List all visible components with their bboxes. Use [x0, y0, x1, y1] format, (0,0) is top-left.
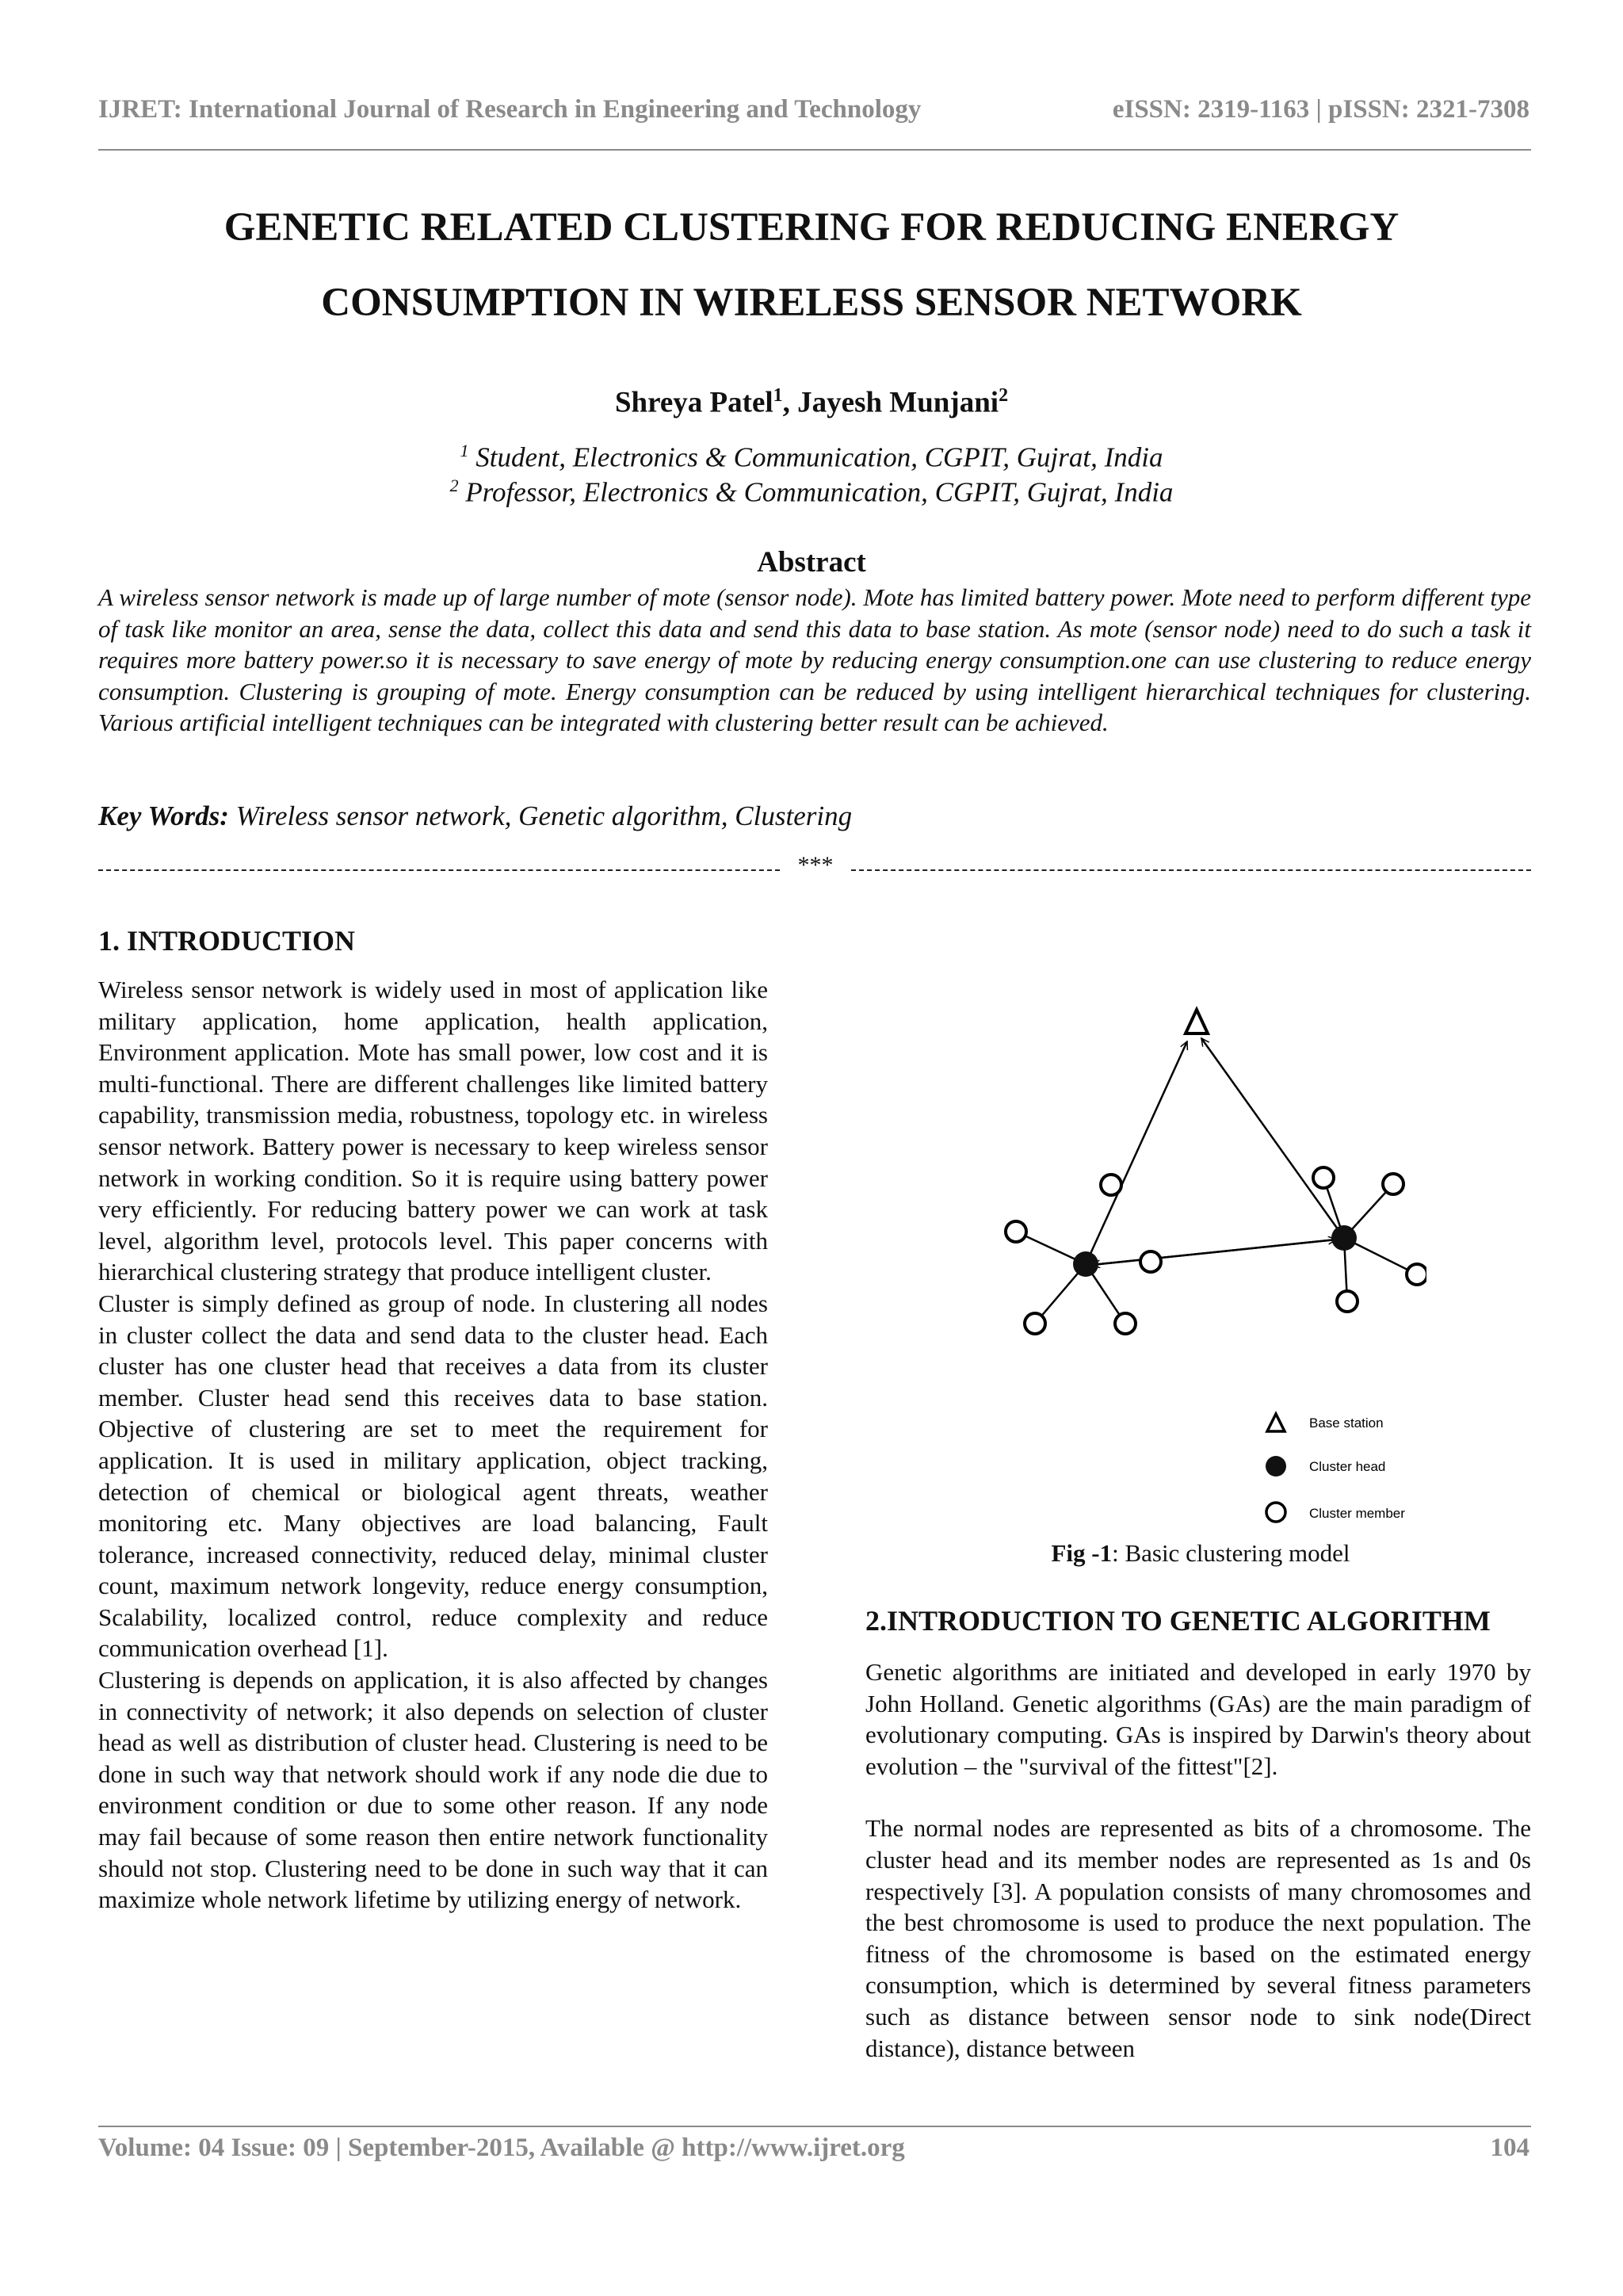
- affiliation-2: $^2$ Professor, Electronics & Communication, CGPIT, Gujrat, India: [449, 476, 1174, 508]
- base-station-icon: [1186, 1010, 1208, 1033]
- paper-title-line-1: GENETIC RELATED CLUSTERING FOR REDUCING ENERGY: [223, 205, 1400, 250]
- keywords-text: Wireless sensor network, Genetic algorithm, Clustering: [228, 800, 853, 831]
- section-2-heading: 2.INTRODUCTION TO GENETIC ALGORITHM: [865, 1605, 1491, 1637]
- cluster-member-icon: [1115, 1313, 1136, 1334]
- separator-dash-right: [851, 869, 1531, 871]
- abstract-heading: Abstract: [757, 546, 866, 579]
- issn-header: eISSN: 2319-1163 | pISSN: 2321-7308: [1112, 95, 1529, 124]
- figure-caption-label: Fig -1: [1051, 1539, 1113, 1567]
- diagram-legend: [1266, 1414, 1405, 1522]
- cluster-member-icon: [1313, 1167, 1334, 1188]
- separator-stars: ***: [797, 852, 834, 878]
- legend-cluster-head-label: Cluster head: [1309, 1459, 1386, 1474]
- separator-dash-left: [98, 869, 780, 871]
- header-rule: [98, 149, 1531, 151]
- footer-volume: Volume: 04 Issue: 09 | September-2015, Available @ http://www.ijret.org: [98, 2134, 905, 2162]
- figure-caption-text: : Basic clustering model: [1112, 1539, 1350, 1567]
- footer-rule: [98, 2126, 1531, 2127]
- legend-base-station-label: Base station: [1309, 1415, 1384, 1431]
- keywords-label: Key Words:: [98, 800, 229, 831]
- section-1-body: [98, 974, 768, 1916]
- author-1-sup: 1: [773, 385, 783, 406]
- section-2-paragraph-1: Genetic algorithms are initiated and developed in early 1970 by John Holland. Genetic algorithms (GAs) are the main paradigm of evolutionary computing. GAs is inspired by Darwin's theory about evolution – the "survival of the fittest"[2].: [865, 1658, 1531, 1780]
- abstract-text: A wireless sensor network is made up of large number of mote (sensor node). Mote has limited battery power. Mote need to perform different type of task like monitor an area, sense the data, collect this data and send this data to base station. As mote (sensor node) need to do such a task it requires more battery power.so it is necessary to save energy of mote by reducing energy consumption.one can use clustering to reduce energy consumption. Clustering is grouping of mote. Energy consumption can be reduced by using intelligent hierarchical techniques for clustering. Various artificial intelligent techniques can be integrated with clustering better result can be achieved.: [98, 583, 1531, 736]
- author-2: Jayesh Munjani: [797, 386, 999, 419]
- keywords: [98, 800, 852, 832]
- author-1: Shreya Patel: [614, 386, 773, 419]
- cluster-member-icon: [1337, 1291, 1358, 1312]
- cluster-links: [1016, 1038, 1417, 1324]
- authors: [98, 385, 1525, 419]
- author-2-sup: 2: [999, 385, 1009, 406]
- legend-cluster-head-icon: [1266, 1456, 1286, 1477]
- section-1-paragraph-3: Clustering is depends on application, it is also affected by changes in connectivity of network; it also depends on selection of cluster head as well as distribution of cluster head. Clustering is need to be done in such way that network should work if any node die due to environment condition or due to some other reason. If any node may fail because of some reason then entire network functionality should not stop. Clustering need to be done in such way that it can maximize whole network lifetime by utilizing energy of network.: [98, 1666, 768, 1914]
- affiliation-1: $^1$ Student, Electronics & Communication, CGPIT, Gujrat, India: [460, 441, 1163, 473]
- journal-header: IJRET: International Journal of Research in Engineering and Technology: [98, 95, 922, 124]
- cluster-head-icon: [1331, 1225, 1357, 1251]
- legend-cluster-member-label: Cluster member: [1309, 1506, 1405, 1521]
- cluster-member-icon: [1006, 1221, 1026, 1242]
- cluster-member-icon: [1025, 1313, 1045, 1334]
- cluster-head-icon: [1073, 1251, 1098, 1277]
- cluster-member-icon: [1407, 1264, 1426, 1285]
- cluster-member-icon: [1140, 1251, 1161, 1272]
- legend-cluster-member-icon: [1266, 1503, 1285, 1522]
- section-1-heading: 1. INTRODUCTION: [98, 925, 356, 957]
- clustering-diagram: [983, 991, 1426, 1545]
- figure-caption: [864, 1539, 1537, 1568]
- legend-base-station-icon: [1267, 1414, 1285, 1431]
- paper-title-line-2: CONSUMPTION IN WIRELESS SENSOR NETWORK: [321, 281, 1302, 325]
- section-1-paragraph-1: Wireless sensor network is widely used in most of application like military application, home application, health application, Environment application. Mote has small power, low cost and it is multi-functional. There are different challenges like limited battery capability, transmission media, robustness, topology etc. in wireless sensor network. Battery power is necessary to keep wireless sensor network in working condition. So it is require using battery power very efficiently. For reducing battery power we can work at task level, algorithm level, protocols level. This paper concerns with hierarchical clustering strategy that produce intelligent cluster.: [98, 976, 768, 1286]
- cluster-member-icon: [1383, 1174, 1403, 1194]
- section-2-body: [865, 1656, 1531, 2064]
- author-separator: ,: [782, 386, 798, 419]
- section-separator: [98, 852, 1531, 884]
- section-1-paragraph-2: Cluster is simply defined as group of node. In clustering all nodes in cluster collect the data and send data to the cluster head. Each cluster has one cluster head that receives a data from its cluster member. Cluster head send this receives data to base station. Objective of clustering are set to meet the requirement for application. It is used in military application, object tracking, detection of chemical or biological agent threats, weather monitoring etc. Many objectives are load balancing, Fault tolerance, increased connectivity, reduced delay, minimal cluster count, maximum network longevity, reduce energy consumption, Scalability, localized control, reduce complexity and reduce communication overhead [1].: [98, 1289, 768, 1663]
- page-number: 104: [1490, 2134, 1529, 2162]
- section-2-paragraph-2: The normal nodes are represented as bits of a chromosome. The cluster head and its member nodes are represented as 1s and 0s respectively [3]. A population consists of many chromosomes and the best chromosome is used to produce the next population. The fitness of the chromosome is based on the estimated energy consumption, which is determined by several fitness parameters such as distance between sensor node to sink node(Direct distance), distance between: [865, 1814, 1531, 2062]
- cluster-member-icon: [1101, 1175, 1121, 1195]
